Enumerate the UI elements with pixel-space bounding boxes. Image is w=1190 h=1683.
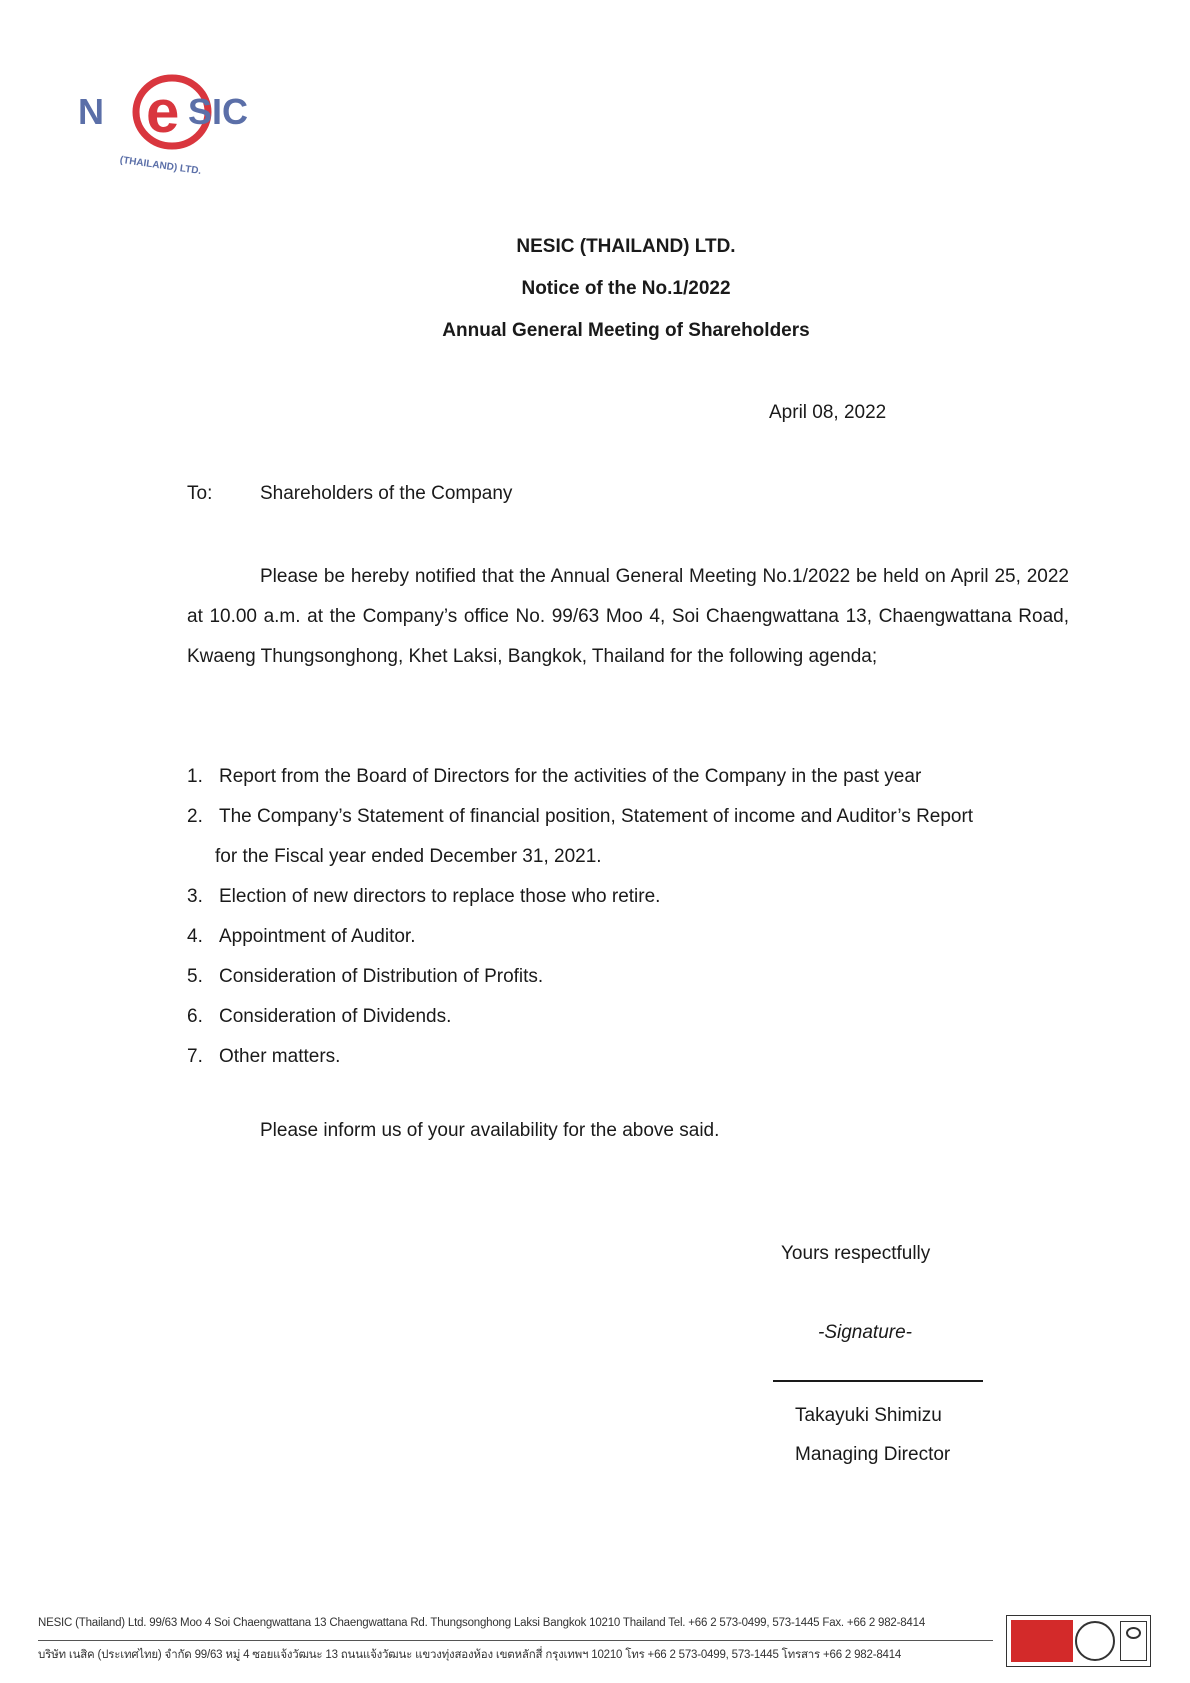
agenda-text: Consideration of Distribution of Profits. [219, 966, 544, 987]
agenda-item [187, 797, 1069, 837]
letter-date: April 08, 2022 [769, 402, 887, 423]
recipient-label: To: [187, 483, 213, 504]
signoff-greeting: Yours respectfully [781, 1243, 931, 1264]
agenda-text: Appointment of Auditor. [219, 926, 416, 947]
agenda-text: Election of new directors to replace those who retire. [219, 886, 661, 907]
closing-line: Please inform us of your availability for the above said. [260, 1120, 720, 1141]
notice-paragraph: Please be hereby notified that the Annual General Meeting No.1/2022 be held on April 25, 2022 at 10.00 a.m. at the Company’s office No. 99/63 Moo 4, Soi Chaengwattana 13, Chaengwattana Road, Kwaeng Thungsonghong, Khet Laksi, Bangkok, Thailand for the following agenda; [187, 566, 1069, 667]
notice-title: Notice of the No.1/2022 [521, 278, 731, 299]
iso-certification-mark [1011, 1620, 1073, 1662]
agenda-item [187, 917, 1069, 957]
logo-subtext: (THAILAND) LTD. [119, 154, 202, 178]
logo-text-n: N [78, 91, 104, 132]
agenda-item [187, 877, 1069, 917]
recipient-value: Shareholders of the Company [260, 483, 513, 504]
certification-badge [1006, 1615, 1151, 1667]
meeting-title: Annual General Meeting of Shareholders [442, 320, 810, 341]
signer-title: Managing Director [795, 1444, 951, 1465]
agenda-list [187, 757, 1069, 1077]
agenda-text: Report from the Board of Directors for the activities of the Company in the past year [219, 766, 922, 787]
signer-name: Takayuki Shimizu [795, 1405, 942, 1426]
signature-placeholder: -Signature- [818, 1322, 912, 1343]
footer-address-english: NESIC (Thailand) Ltd. 99/63 Moo 4 Soi Chaengwattana 13 Chaengwattana Rd. Thungsonghong Laksi Bangkok 10210 Thailand Tel. +66 2 573-0499, 573-1445 Fax. +66 2 982-8414 [38, 1617, 926, 1629]
agenda-number: 3. [187, 886, 203, 907]
agenda-number: 7. [187, 1046, 203, 1067]
company-logo [78, 72, 288, 182]
footer-divider [38, 1640, 993, 1641]
agenda-item [187, 997, 1069, 1037]
agenda-text: Consideration of Dividends. [219, 1006, 452, 1027]
agenda-item-continuation: for the Fiscal year ended December 31, 2021. [215, 846, 602, 867]
agenda-number: 2. [187, 806, 203, 827]
signature-line [773, 1380, 983, 1382]
agenda-number: 6. [187, 1006, 203, 1027]
agenda-text: The Company’s Statement of financial position, Statement of income and Auditor’s Report [219, 806, 974, 827]
bureau-veritas-seal-icon [1075, 1621, 1115, 1661]
agenda-text: Other matters. [219, 1046, 341, 1067]
company-name: NESIC (THAILAND) LTD. [516, 236, 736, 257]
agenda-item [187, 957, 1069, 997]
ukas-mark-icon [1120, 1621, 1147, 1661]
agenda-item [187, 1037, 1069, 1077]
agenda-number: 5. [187, 966, 203, 987]
logo-text-sic: SIC [188, 91, 249, 132]
agenda-number: 1. [187, 766, 203, 787]
agenda-item [187, 757, 1069, 797]
agenda-number: 4. [187, 926, 203, 947]
logo-text-e: e [146, 78, 180, 145]
footer-address-thai: บริษัท เนสิค (ประเทศไทย) จำกัด 99/63 หมู่ 4 ซอยแจ้งวัฒนะ 13 ถนนแจ้งวัฒนะ แขวงทุ่งสองห้อง เขตหลักสี่ กรุงเทพฯ 10210 โทร +66 2 573-0499, 573-1445 โทรสาร +66 2 982-8414 [38, 1649, 902, 1661]
